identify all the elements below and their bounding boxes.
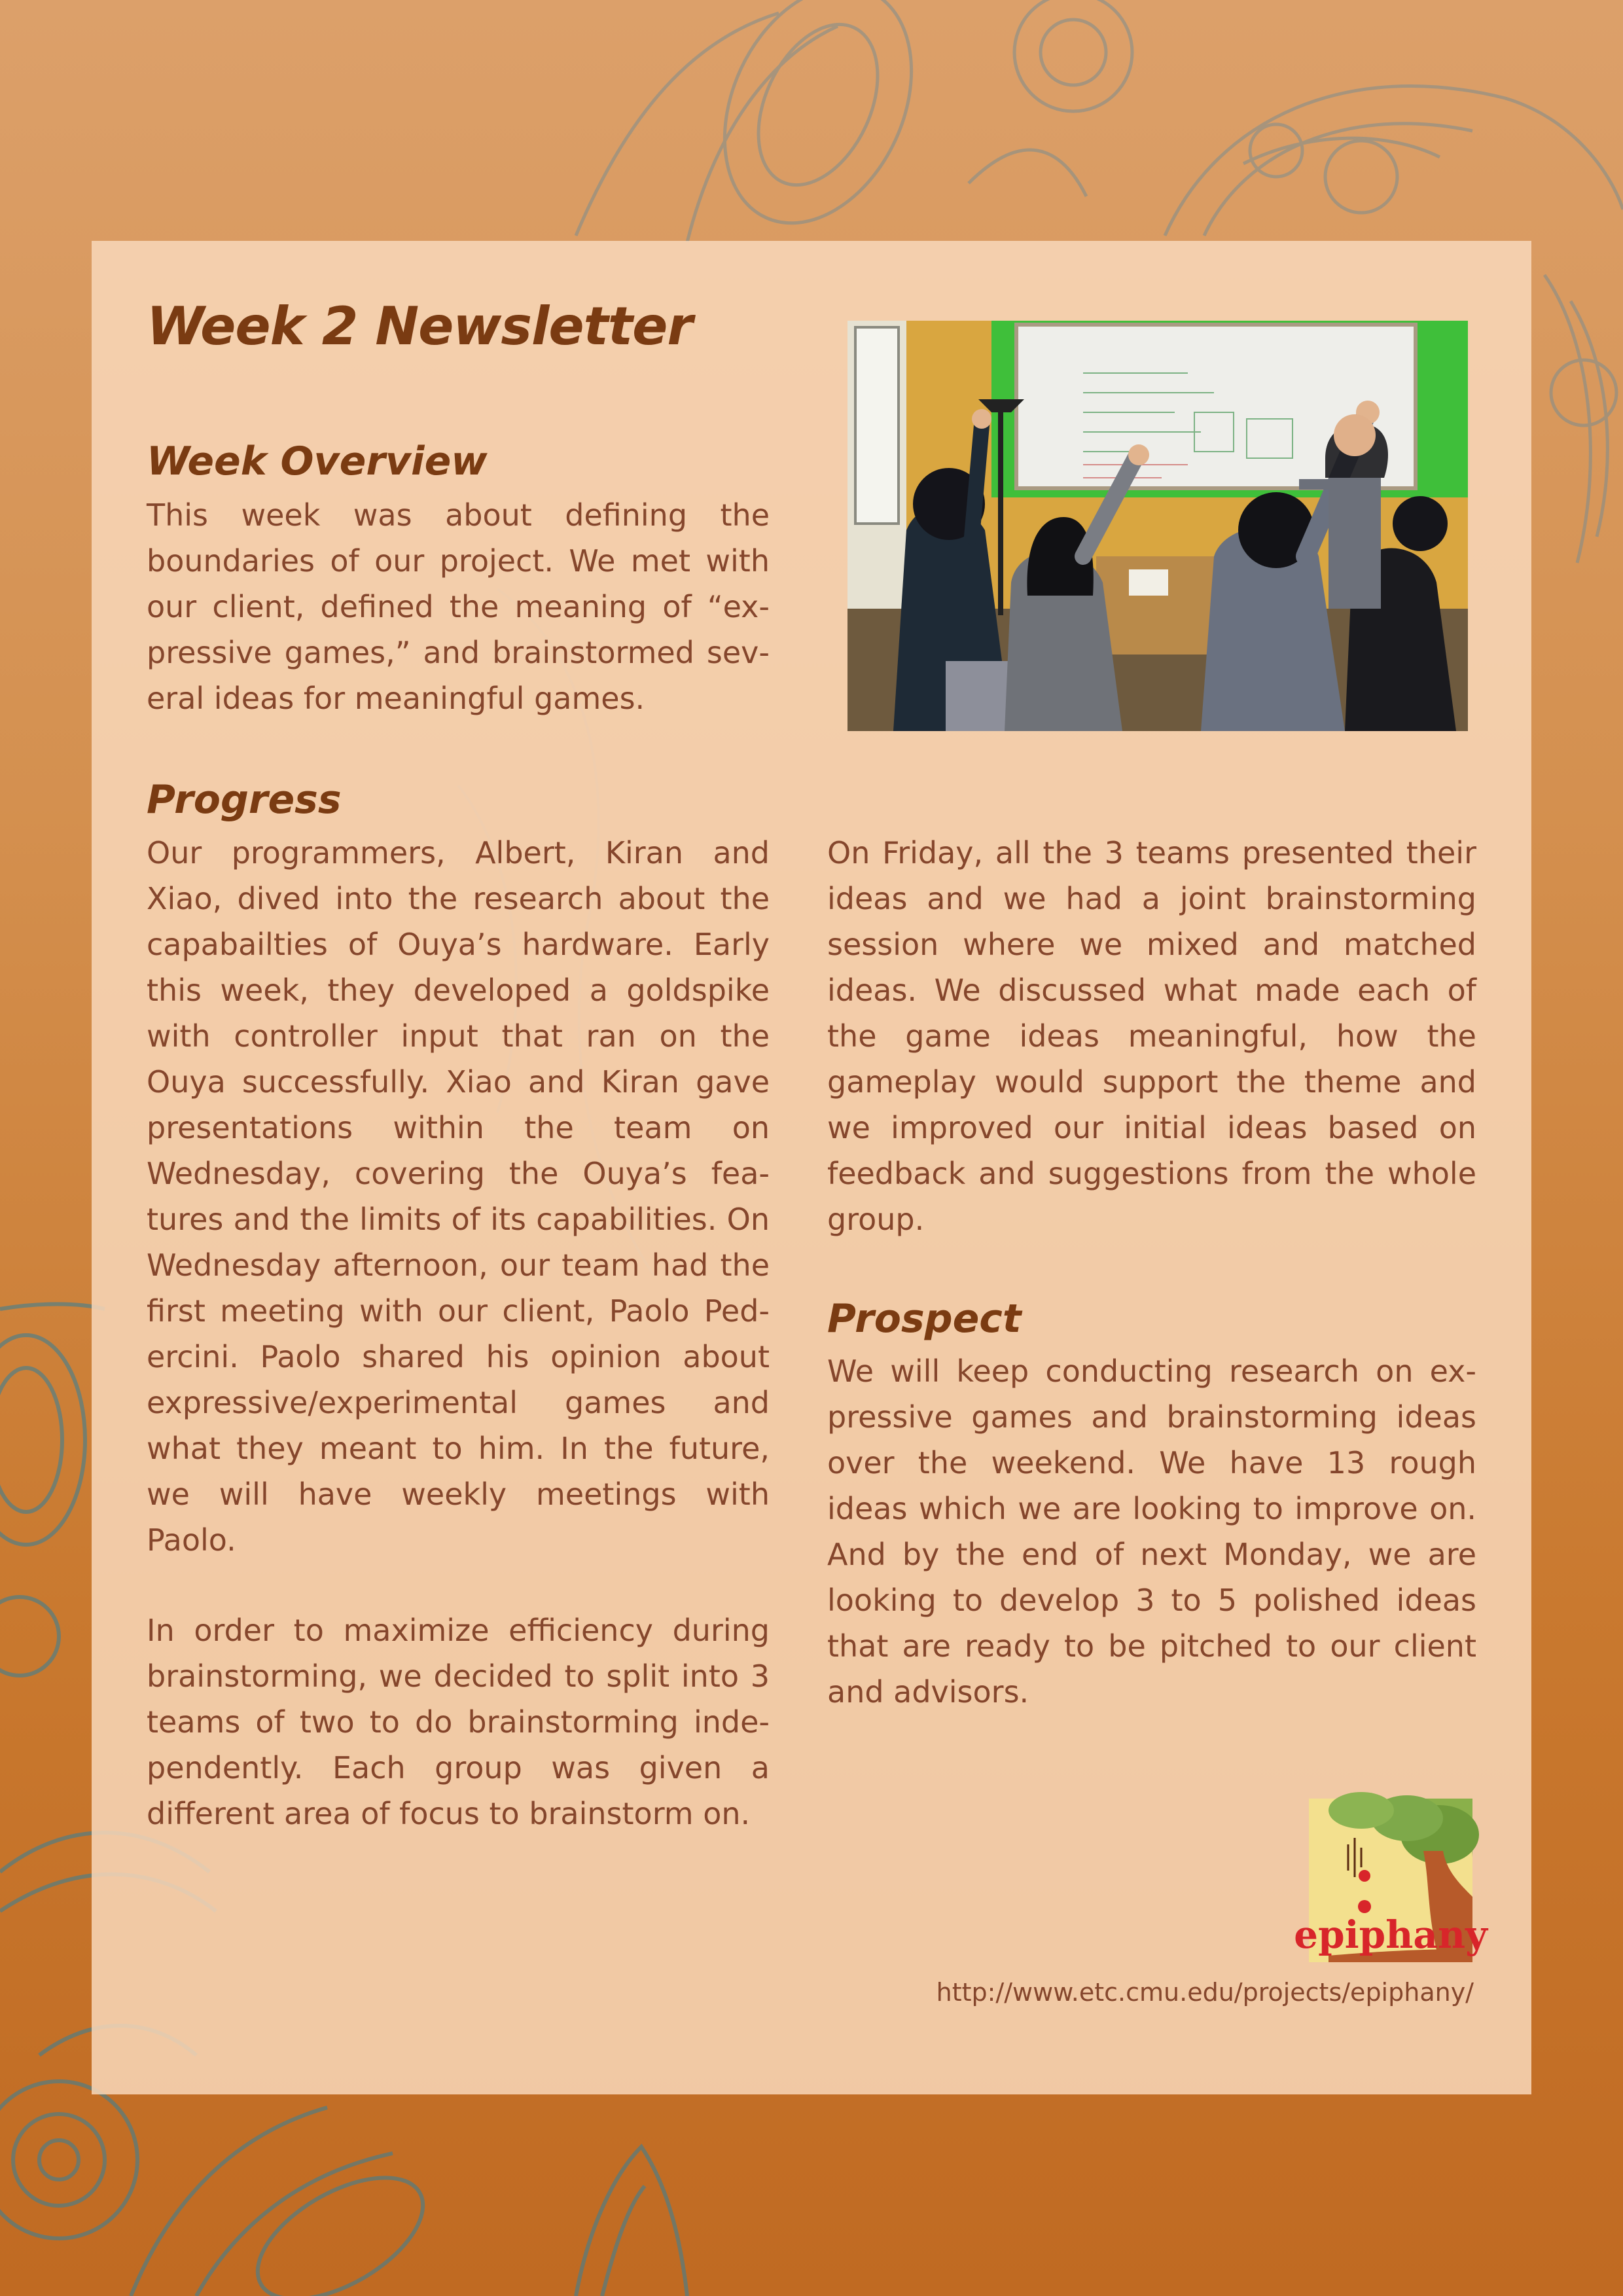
newsletter-title: Week 2 Newsletter [147,296,692,357]
team-photo [847,321,1468,731]
progress-paragraph-2: In order to maximize efficiency during brainstorming, we decided to split into 3 teams of two to do brainstorming independently. Each group was given a different area of focus to brainstorm on. [147,1613,770,1831]
progress-heading: Progress [147,777,342,823]
project-url[interactable]: http://www.etc.cmu.edu/projects/epiphany/ [936,1978,1474,2007]
prospect-heading: Prospect [827,1296,1022,1342]
progress-paragraph-1: Our programmers, Albert, Kiran and Xiao, dived into the research about the capabailties of Ouya’s hardware. Early this week, they developed a goldspike with controller input that ran on the Ouya successfully. Xiao and Kiran gave presentations within the team on Wednesday, covering the Ouya’s features and the limits of its capabilities. On Wednesday afternoon, our team had the first meeting with our client, Paolo Pedercini. Paolo shared his opinion about expressive/experimental games and what they meant to him. In the future, we will have weekly meetings with Paolo. [147,835,770,1558]
prospect-text: We will keep conducting research on expressive games and brainstorming ideas over the weekend. We have 13 rough ideas which we are looking to improve on. And by the end of next Monday, we are looking to develop 3 to 5 polished ideas that are ready to be pitched to our client and advisors. [827,1354,1476,1710]
overview-text: This week was about defining the boundaries of our project. We met with our client, defined the meaning of “expressive games,” and brainstormed several ideas for meaningful games. [147,497,770,716]
epiphany-logo [1294,1799,1488,1962]
progress-paragraph-3: On Friday, all the 3 teams presented their ideas and we had a joint brainstorming session where we mixed and matched ideas. We discussed what made each of the game ideas meaningful, how the gameplay would support the theme and we improved our initial ideas based on feedback and suggestions from the whole group. [827,835,1476,1237]
overview-heading: Week Overview [147,439,488,484]
logo-wordmark: epiphany [1294,1912,1488,1957]
